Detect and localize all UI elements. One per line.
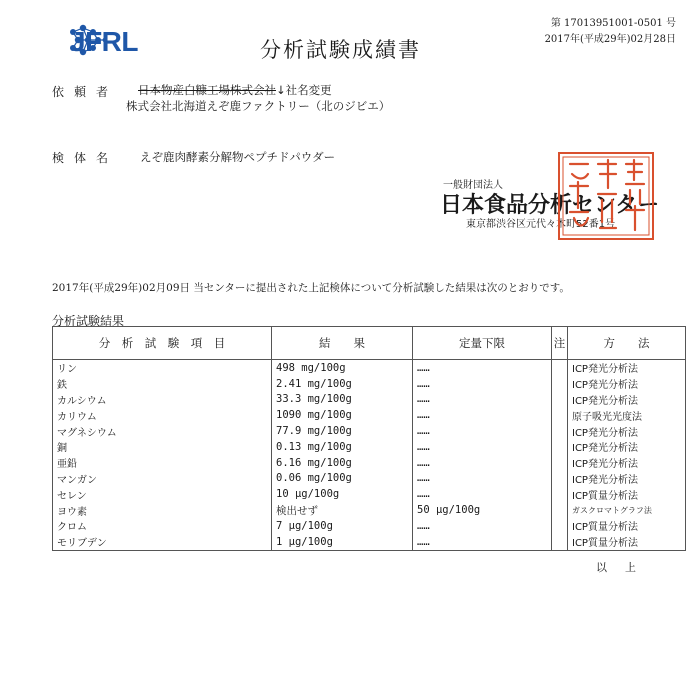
issuer-name: 日本食品分析センター <box>440 193 660 218</box>
name-change-note: ↓社名変更 <box>276 83 332 97</box>
note-cell <box>552 534 568 550</box>
result-value: 10 μg/100g <box>272 486 413 502</box>
note-cell <box>552 502 568 518</box>
intro-text: 2017年(平成29年)02月09日 当センターに提出された上記検体について分析試験した結果は次のとおりです。 <box>52 282 570 294</box>
result-value: 498 mg/100g <box>272 360 413 376</box>
result-value: 0.06 mg/100g <box>272 471 413 487</box>
limit-value: …… <box>413 407 552 423</box>
header-limit: 定量下限 <box>413 327 552 360</box>
item-name: マンガン <box>53 471 272 487</box>
note-cell <box>552 423 568 439</box>
method-value: ICP質量分析法 <box>568 518 686 534</box>
limit-value: …… <box>413 392 552 408</box>
report-date: 2017年(平成29年)02月28日 <box>544 34 676 45</box>
method-value: ガスクロマトグラフ法 <box>568 502 686 518</box>
table-row <box>53 439 686 455</box>
limit-value: …… <box>413 518 552 534</box>
results-table <box>52 326 686 551</box>
note-cell <box>552 518 568 534</box>
result-value: 6.16 mg/100g <box>272 455 413 471</box>
limit-value: …… <box>413 423 552 439</box>
method-value: ICP発光分析法 <box>568 360 686 376</box>
method-value: ICP質量分析法 <box>568 486 686 502</box>
item-name: セレン <box>53 486 272 502</box>
client-label: 依頼者 <box>52 85 119 99</box>
note-cell <box>552 471 568 487</box>
method-value: ICP発光分析法 <box>568 392 686 408</box>
table-row <box>53 407 686 423</box>
note-cell <box>552 455 568 471</box>
limit-value: …… <box>413 360 552 376</box>
limit-value: …… <box>413 439 552 455</box>
note-cell <box>552 360 568 376</box>
result-value: 2.41 mg/100g <box>272 376 413 392</box>
limit-value: …… <box>413 455 552 471</box>
limit-value: …… <box>413 486 552 502</box>
table-row <box>53 502 686 518</box>
note-cell <box>552 376 568 392</box>
document-title: 分析試験成績書 <box>260 38 421 62</box>
item-name: ヨウ素 <box>53 502 272 518</box>
result-value: 7 μg/100g <box>272 518 413 534</box>
item-name: 亜鉛 <box>53 455 272 471</box>
note-cell <box>552 439 568 455</box>
limit-value: …… <box>413 471 552 487</box>
new-client-name: 株式会社北海道えぞ鹿ファクトリー（北のジビエ） <box>126 99 391 113</box>
method-value: ICP発光分析法 <box>568 423 686 439</box>
method-value: ICP発光分析法 <box>568 471 686 487</box>
header-note: 注 <box>552 327 568 360</box>
results-header-row <box>53 327 686 360</box>
note-cell <box>552 486 568 502</box>
header-result: 結 果 <box>272 327 413 360</box>
result-value: 0.13 mg/100g <box>272 439 413 455</box>
report-number: 第 17013951001-0501 号 <box>550 18 676 29</box>
end-mark: 以上 <box>596 561 654 574</box>
item-name: 鉄 <box>53 376 272 392</box>
note-cell <box>552 392 568 408</box>
table-row <box>53 486 686 502</box>
logo-text: JFRL <box>70 26 138 57</box>
table-row <box>53 392 686 408</box>
item-name: クロム <box>53 518 272 534</box>
result-value: 1 μg/100g <box>272 534 413 550</box>
result-value: 1090 mg/100g <box>272 407 413 423</box>
item-name: カリウム <box>53 407 272 423</box>
table-row <box>53 534 686 550</box>
method-value: ICP発光分析法 <box>568 376 686 392</box>
old-client-name: 日本物産白糠工場株式会社 <box>138 83 276 97</box>
method-value: ICP発光分析法 <box>568 439 686 455</box>
result-value: 33.3 mg/100g <box>272 392 413 408</box>
result-value: 検出せず <box>272 502 413 518</box>
item-name: リン <box>53 360 272 376</box>
sample-label: 検体名 <box>52 151 119 165</box>
result-value: 77.9 mg/100g <box>272 423 413 439</box>
limit-value: 50 μg/100g <box>413 502 552 518</box>
method-value: ICP質量分析法 <box>568 534 686 550</box>
table-row <box>53 360 686 376</box>
limit-value: …… <box>413 534 552 550</box>
note-cell <box>552 407 568 423</box>
item-name: モリブデン <box>53 534 272 550</box>
results-section-title: 分析試験結果 <box>52 314 125 328</box>
table-row <box>53 471 686 487</box>
sample-name: えぞ鹿肉酵素分解物ペプチドパウダー <box>140 150 336 164</box>
client-info <box>138 82 332 98</box>
method-value: ICP発光分析法 <box>568 455 686 471</box>
item-name: 銅 <box>53 439 272 455</box>
issuer-type: 一般財団法人 <box>443 180 503 191</box>
table-row <box>53 376 686 392</box>
header-item: 分 析 試 験 項 目 <box>53 327 272 360</box>
table-row <box>53 518 686 534</box>
table-row <box>53 423 686 439</box>
limit-value: …… <box>413 376 552 392</box>
official-seal <box>556 150 656 242</box>
issuer-address: 東京都渋谷区元代々木町52番1号 <box>466 219 616 230</box>
table-row <box>53 455 686 471</box>
item-name: カルシウム <box>53 392 272 408</box>
item-name: マグネシウム <box>53 423 272 439</box>
header-method: 方 法 <box>568 327 686 360</box>
method-value: 原子吸光光度法 <box>568 407 686 423</box>
